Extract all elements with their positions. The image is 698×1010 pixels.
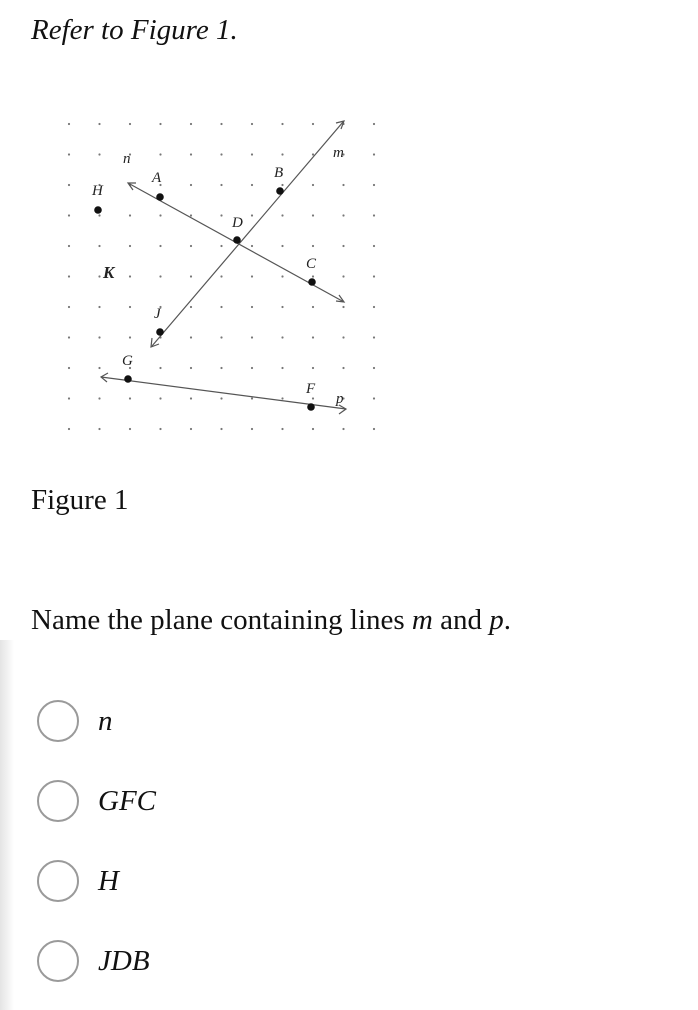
- radio-button[interactable]: [37, 780, 79, 822]
- label-point-g: G: [122, 353, 133, 369]
- grid-dot: [220, 245, 222, 247]
- label-point-d: D: [232, 215, 243, 231]
- point-a: [156, 193, 164, 201]
- choice-jdb[interactable]: [37, 937, 337, 985]
- choice-label: H: [98, 864, 119, 897]
- grid-dot: [98, 428, 100, 430]
- grid-dot: [342, 367, 344, 369]
- grid-dot: [129, 397, 131, 399]
- label-point-k: K: [103, 263, 115, 282]
- grid-dot: [129, 306, 131, 308]
- grid-dot: [220, 428, 222, 430]
- grid-dot: [342, 245, 344, 247]
- grid-dot: [220, 184, 222, 186]
- grid-dot: [98, 245, 100, 247]
- grid-dot: [190, 153, 192, 155]
- grid-dot: [373, 245, 375, 247]
- grid-dot: [190, 367, 192, 369]
- grid-dot: [312, 397, 314, 399]
- grid-dot: [68, 275, 70, 277]
- grid-dot: [251, 397, 253, 399]
- grid-dot: [251, 367, 253, 369]
- grid-dot: [312, 306, 314, 308]
- grid-dot: [98, 306, 100, 308]
- question-text-middle: and: [432, 604, 490, 636]
- grid-dot: [159, 245, 161, 247]
- grid-dot: [220, 123, 222, 125]
- grid-dot: [312, 428, 314, 430]
- grid-dot: [98, 275, 100, 277]
- grid-dot: [342, 214, 344, 216]
- grid-dot: [373, 428, 375, 430]
- grid-dot: [312, 367, 314, 369]
- grid-dot: [373, 367, 375, 369]
- grid-dot: [373, 397, 375, 399]
- grid-dot: [281, 428, 283, 430]
- grid-dot: [312, 245, 314, 247]
- grid-dot: [220, 397, 222, 399]
- grid-dot: [251, 123, 253, 125]
- grid-dot: [373, 153, 375, 155]
- label-line-n: n: [123, 151, 131, 167]
- grid-dot: [68, 306, 70, 308]
- grid-dot: [342, 428, 344, 430]
- grid-dot: [68, 214, 70, 216]
- grid-dot: [342, 275, 344, 277]
- grid-dot: [281, 123, 283, 125]
- label-point-a: A: [152, 170, 162, 186]
- grid-dot: [190, 428, 192, 430]
- grid-dot: [159, 275, 161, 277]
- grid-dot: [68, 336, 70, 338]
- grid-dot: [373, 214, 375, 216]
- grid-dot: [373, 306, 375, 308]
- label-line-m: m: [333, 145, 344, 161]
- grid-dot: [281, 153, 283, 155]
- grid-dot: [190, 245, 192, 247]
- point-c: [308, 278, 316, 286]
- point-h: [94, 206, 102, 214]
- grid-dot: [68, 397, 70, 399]
- grid-dot: [220, 214, 222, 216]
- grid-dot: [129, 214, 131, 216]
- grid-dot: [281, 397, 283, 399]
- label-point-h: H: [92, 183, 103, 199]
- grid-dot: [98, 123, 100, 125]
- grid-dot: [312, 184, 314, 186]
- grid-dot: [68, 184, 70, 186]
- grid-dot: [373, 184, 375, 186]
- point-j: [156, 328, 164, 336]
- figure-caption: Figure 1: [31, 484, 129, 516]
- grid-dot: [98, 367, 100, 369]
- grid-dot: [281, 245, 283, 247]
- grid-dot: [312, 336, 314, 338]
- grid-dot: [373, 275, 375, 277]
- question-text: [31, 604, 511, 637]
- choice-label: n: [98, 704, 113, 737]
- grid-dot: [68, 367, 70, 369]
- grid-dot: [251, 428, 253, 430]
- question-line-p: p: [489, 604, 504, 636]
- grid-dot: [159, 397, 161, 399]
- grid-dot: [68, 245, 70, 247]
- grid-dot: [281, 306, 283, 308]
- choice-label: GFC: [98, 784, 156, 817]
- grid-dot: [251, 306, 253, 308]
- point-g: [124, 375, 132, 383]
- grid-dot: [312, 214, 314, 216]
- label-point-c: C: [306, 256, 317, 272]
- grid-dot: [251, 336, 253, 338]
- grid-dot: [342, 336, 344, 338]
- point-b: [276, 187, 284, 195]
- radio-button[interactable]: [37, 940, 79, 982]
- point-d: [233, 236, 241, 244]
- grid-dot: [129, 123, 131, 125]
- grid-dot: [98, 153, 100, 155]
- grid-dot: [312, 275, 314, 277]
- question-text-before: Name the plane containing lines: [31, 604, 412, 636]
- grid-dot: [190, 306, 192, 308]
- grid-dot: [190, 184, 192, 186]
- label-point-f: F: [306, 381, 316, 397]
- grid-dot: [281, 214, 283, 216]
- grid-dot: [281, 275, 283, 277]
- label-point-j: J: [154, 306, 161, 322]
- grid-dot: [220, 367, 222, 369]
- refer-prompt: Refer to Figure 1.: [31, 14, 238, 46]
- radio-button[interactable]: [37, 700, 79, 742]
- grid-dot: [68, 123, 70, 125]
- grid-dot: [68, 153, 70, 155]
- grid-dot: [342, 184, 344, 186]
- grid-dot: [98, 397, 100, 399]
- grid-dot: [342, 306, 344, 308]
- grid-dot: [220, 336, 222, 338]
- choice-gfc[interactable]: [37, 777, 337, 825]
- label-point-b: B: [274, 165, 284, 181]
- grid-dot: [251, 153, 253, 155]
- grid-dot: [98, 214, 100, 216]
- grid-dot: [220, 306, 222, 308]
- radio-button[interactable]: [37, 860, 79, 902]
- grid-dot: [159, 428, 161, 430]
- grid-dot: [190, 397, 192, 399]
- grid-dot: [68, 428, 70, 430]
- page-edge-shadow: [0, 640, 14, 1010]
- grid-dot: [251, 184, 253, 186]
- grid-dot: [312, 153, 314, 155]
- grid-dot: [281, 367, 283, 369]
- grid-dot: [159, 214, 161, 216]
- choice-n[interactable]: [37, 697, 337, 745]
- grid-dot: [281, 336, 283, 338]
- grid-dot: [129, 275, 131, 277]
- grid-dot: [159, 123, 161, 125]
- grid-dot: [98, 336, 100, 338]
- label-line-p: p: [336, 391, 344, 407]
- grid-dot: [251, 275, 253, 277]
- point-f: [307, 403, 315, 411]
- question-text-after: .: [503, 604, 511, 636]
- choice-label: JDB: [98, 944, 150, 977]
- choice-h[interactable]: [37, 857, 337, 905]
- grid-dot: [373, 336, 375, 338]
- grid-dot: [129, 245, 131, 247]
- grid-dot: [159, 367, 161, 369]
- grid-dot: [190, 123, 192, 125]
- grid-dot: [220, 153, 222, 155]
- grid-dot: [190, 336, 192, 338]
- grid-dot: [190, 275, 192, 277]
- grid-dot: [373, 123, 375, 125]
- grid-dot: [220, 275, 222, 277]
- figure-1-diagram: [56, 105, 386, 435]
- question-line-m: m: [411, 604, 433, 636]
- line-m: [152, 122, 343, 346]
- grid-dot: [159, 153, 161, 155]
- grid-dot: [129, 336, 131, 338]
- grid-dot: [129, 428, 131, 430]
- grid-dot: [251, 245, 253, 247]
- grid-dot: [312, 123, 314, 125]
- grid-dot: [281, 184, 283, 186]
- grid-dot: [251, 214, 253, 216]
- grid-dot: [190, 214, 192, 216]
